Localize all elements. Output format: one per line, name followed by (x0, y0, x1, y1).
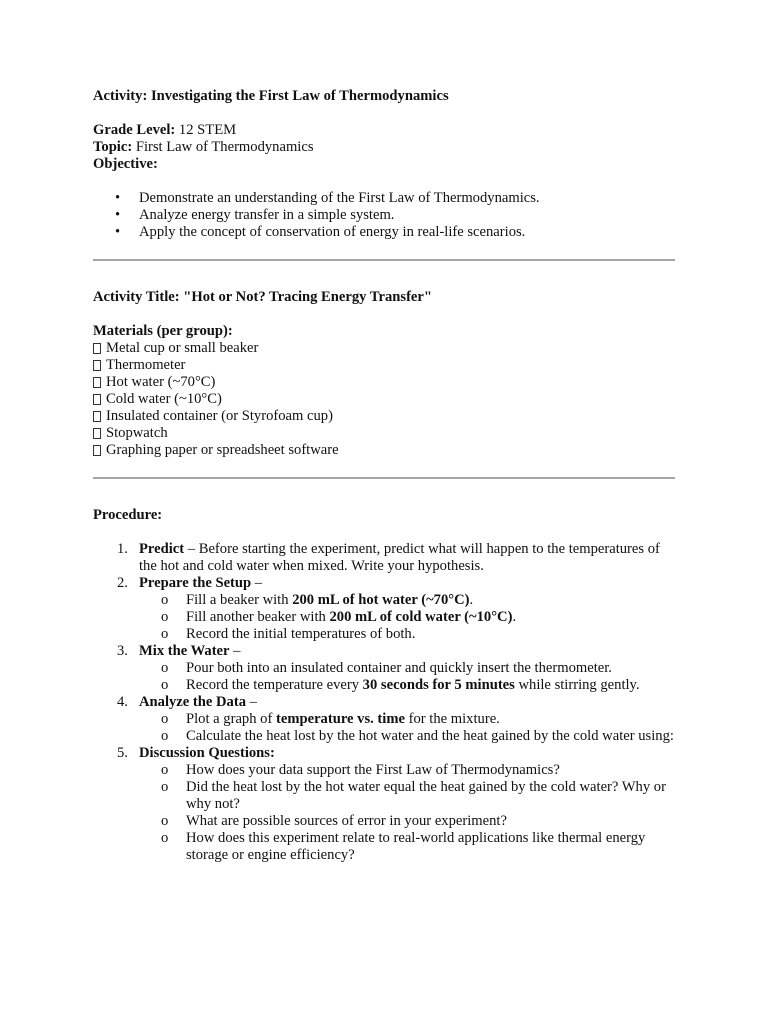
procedure-step-2: 2. Prepare the Setup – o Fill a beaker with 200 mL of hot water (~70°C). o Fill another beaker with 200 mL of cold water (~10°C). o Record the initial temperatures of both. (93, 575, 675, 643)
procedure-heading: Procedure: (93, 507, 163, 523)
material-item: Thermometer (93, 357, 675, 374)
bullet-icon: • (115, 190, 121, 206)
step-title: Mix the Water (139, 643, 230, 659)
step-title: Prepare the Setup (139, 575, 252, 591)
step-substeps (139, 592, 675, 643)
discussion-questions (139, 762, 675, 864)
checkbox-glyph-icon (93, 343, 101, 354)
question-item: o What are possible sources of error in your experiment? (161, 813, 507, 829)
activity-heading: Activity: Investigating the First Law of Thermodynamics (93, 88, 449, 104)
procedure-step-1: 1. Predict – Before starting the experiment, predict what will happen to the temperatures of the hot and cold water when mixed. Write your hypothesis. (117, 541, 660, 574)
substep-item: o Fill another beaker with 200 mL of cold water (~10°C). (161, 609, 517, 625)
material-item: Insulated container (or Styrofoam cup) (93, 408, 675, 425)
procedure-step-5: 5. Discussion Questions: o How does your data support the First Law of Thermodynamics? o Did the heat lost by the hot water equal the heat gained by the cold water? Why or why not? o What are possible sources of error in your experiment? o How does this experiment relate to real-world applications like thermal energy storage or engine efficiency? (93, 745, 675, 864)
objective-item: • Analyze energy transfer in a simple system. (115, 207, 395, 223)
sub-bullet-icon: o (161, 813, 169, 829)
checkbox-glyph-icon (93, 411, 101, 422)
topic-line (93, 139, 675, 156)
objective-item: • Demonstrate an understanding of the First Law of Thermodynamics. (115, 190, 540, 206)
question-item: o How does this experiment relate to real-world applications like thermal energy storage or engine efficiency? (161, 830, 646, 863)
checkbox-glyph-icon (93, 445, 101, 456)
material-item: Metal cup or small beaker (93, 340, 675, 357)
sub-bullet-icon: o (161, 660, 169, 676)
substep-item: o Record the temperature every 30 seconds for 5 minutes while stirring gently. (161, 677, 640, 693)
substep-item: o Pour both into an insulated container and quickly insert the thermometer. (161, 660, 612, 676)
sub-bullet-icon: o (161, 762, 169, 778)
step-title: Predict (139, 541, 185, 557)
document-page (93, 88, 675, 864)
question-item: o How does your data support the First Law of Thermodynamics? (161, 762, 560, 778)
substep-item: o Plot a graph of temperature vs. time for the mixture. (161, 711, 500, 727)
sub-bullet-icon: o (161, 830, 169, 846)
bullet-icon: • (115, 207, 121, 223)
topic-value: First Law of Thermodynamics (132, 139, 314, 155)
sub-bullet-icon: o (161, 711, 169, 727)
step-title: Analyze the Data (139, 694, 247, 710)
sub-bullet-icon: o (161, 677, 169, 693)
checkbox-glyph-icon (93, 394, 101, 405)
grade-level-line (93, 122, 675, 139)
procedure-step-3: 3. Mix the Water – o Pour both into an insulated container and quickly insert the thermometer. o Record the temperature every 30 seconds for 5 minutes while stirring gently. (93, 643, 675, 694)
objectives-list (93, 190, 675, 241)
step-substeps (139, 711, 675, 745)
checkbox-glyph-icon (93, 360, 101, 371)
sub-bullet-icon: o (161, 592, 169, 608)
sub-bullet-icon: o (161, 728, 169, 744)
sub-bullet-icon: o (161, 626, 169, 642)
activity-title: Activity Title: "Hot or Not? Tracing Energy Transfer" (93, 289, 432, 305)
topic-label: Topic: (93, 139, 133, 155)
grade-level-value: 12 STEM (175, 122, 237, 138)
procedure-steps (93, 541, 675, 864)
substep-item: o Record the initial temperatures of both. (161, 626, 416, 642)
substep-item: o Calculate the heat lost by the hot water and the heat gained by the cold water using: (161, 728, 674, 744)
material-item: Stopwatch (93, 425, 675, 442)
checkbox-glyph-icon (93, 377, 101, 388)
material-item: Cold water (~10°C) (93, 391, 675, 408)
step-substeps (139, 660, 675, 694)
procedure-step-4: 4. Analyze the Data – o Plot a graph of temperature vs. time for the mixture. o Calculate the heat lost by the hot water and the heat gained by the cold water using: (117, 694, 674, 744)
sub-bullet-icon: o (161, 609, 169, 625)
step-title: Discussion Questions: (139, 745, 275, 761)
materials-list (93, 340, 675, 459)
objective-item: • Apply the concept of conservation of energy in real-life scenarios. (115, 224, 526, 240)
checkbox-glyph-icon (93, 428, 101, 439)
grade-level-label: Grade Level: (93, 122, 176, 138)
substep-item: o Fill a beaker with 200 mL of hot water (~70°C). (161, 592, 474, 608)
material-item: Graphing paper or spreadsheet software (93, 442, 675, 459)
question-item: o Did the heat lost by the hot water equal the heat gained by the cold water? Why or why not? (161, 779, 666, 812)
sub-bullet-icon: o (161, 779, 169, 795)
objective-label: Objective: (93, 156, 158, 172)
material-item: Hot water (~70°C) (93, 374, 675, 391)
bullet-icon: • (115, 224, 121, 240)
materials-heading: Materials (per group): (93, 323, 233, 339)
